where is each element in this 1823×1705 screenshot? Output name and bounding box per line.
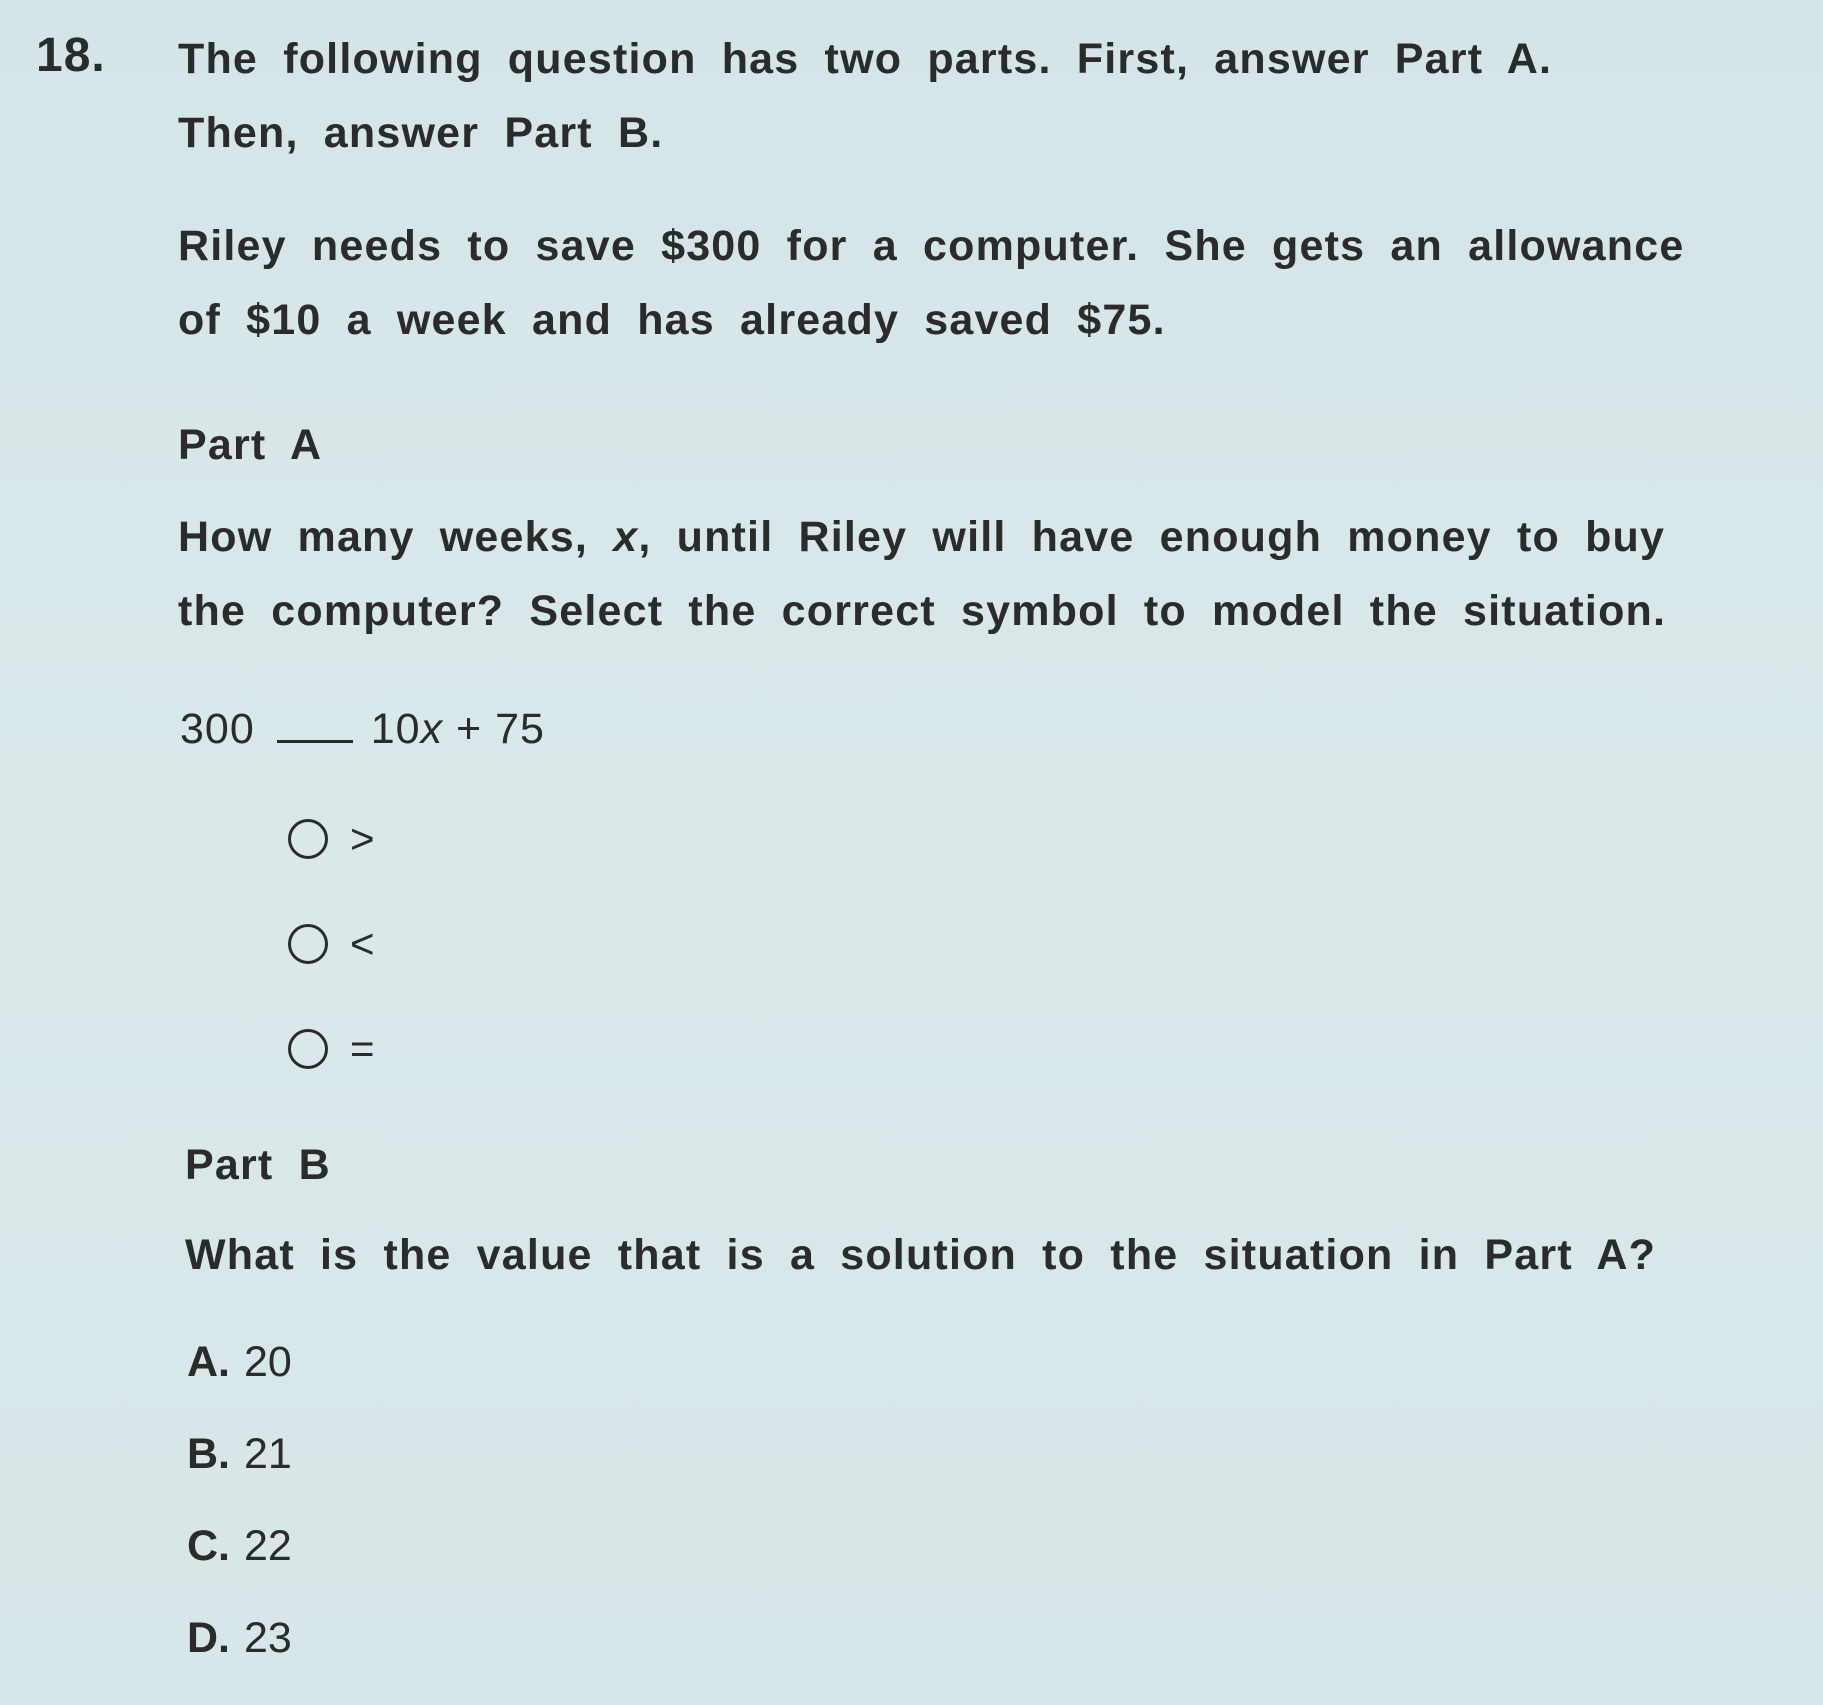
symbol-label: < — [350, 920, 375, 967]
prompt-text-pre: How many weeks, — [178, 513, 614, 561]
symbol-option-equal[interactable] — [288, 1025, 375, 1073]
question-number: 18. — [36, 29, 106, 82]
intro-line-2: Then, answer Part B. — [178, 109, 664, 157]
symbol-label: > — [350, 815, 375, 862]
part-a-heading: Part A — [178, 421, 323, 469]
radio-button[interactable] — [288, 1029, 328, 1069]
question-intro — [178, 22, 1552, 170]
choice-letter: A. — [187, 1338, 230, 1386]
choice-letter: B. — [187, 1430, 230, 1478]
scenario-line-1: Riley needs to save $300 for a computer. She gets an allowance — [178, 222, 1685, 270]
part-a-prompt — [178, 500, 1666, 648]
scenario-line-2: of $10 a week and has already saved $75. — [178, 296, 1166, 344]
inequality-equation — [180, 705, 545, 754]
prompt-variable: x — [613, 513, 639, 561]
choice-value: 22 — [244, 1522, 292, 1570]
radio-button[interactable] — [288, 924, 328, 964]
equation-blank — [277, 710, 353, 743]
question-scenario — [178, 209, 1684, 357]
symbol-option-greater[interactable] — [288, 815, 375, 863]
intro-line-1: The following question has two parts. First, answer Part A. — [178, 35, 1553, 83]
choice-letter: D. — [187, 1614, 230, 1662]
answer-choice-b[interactable] — [187, 1430, 292, 1479]
prompt-text-post: , until Riley will have enough money to buy — [638, 513, 1666, 561]
radio-button[interactable] — [288, 819, 328, 859]
symbol-option-less[interactable] — [288, 920, 375, 968]
choice-value: 23 — [244, 1614, 292, 1662]
answer-choice-d[interactable] — [187, 1614, 292, 1663]
symbol-label: = — [350, 1025, 375, 1072]
equation-rest: + 75 — [443, 705, 545, 753]
part-b-prompt: What is the value that is a solution to the situation in Part A? — [185, 1231, 1657, 1279]
equation-coefficient: 10 — [370, 705, 421, 753]
answer-choice-c[interactable] — [187, 1522, 292, 1571]
choice-value: 21 — [244, 1430, 292, 1478]
part-a-prompt-line-1 — [178, 500, 1666, 574]
part-a-prompt-line-2: the computer? Select the correct symbol to model the situation. — [178, 587, 1667, 635]
answer-choice-a[interactable] — [187, 1338, 292, 1387]
part-b-heading: Part B — [185, 1141, 331, 1189]
choice-value: 20 — [244, 1338, 292, 1386]
choice-letter: C. — [187, 1522, 230, 1570]
equation-variable: x — [420, 705, 444, 753]
equation-left: 300 — [180, 705, 255, 753]
